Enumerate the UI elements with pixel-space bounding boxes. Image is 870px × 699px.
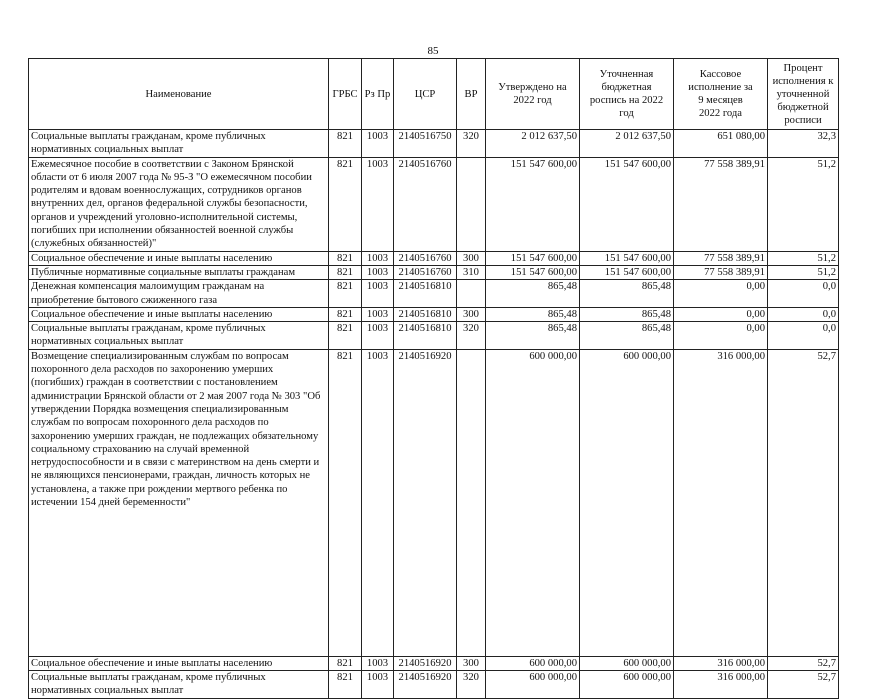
header-grbs: ГРБС — [329, 59, 362, 130]
row-csr: 2140516810 — [394, 322, 457, 350]
row-rzpr: 1003 — [362, 130, 394, 158]
row-csr: 2140516920 — [394, 349, 457, 656]
row-vr — [457, 280, 486, 308]
row-grbs: 821 — [329, 130, 362, 158]
row-vr: 320 — [457, 130, 486, 158]
row-csr: 2140516920 — [394, 671, 457, 699]
row-refined: 2 012 637,50 — [580, 130, 674, 158]
row-grbs: 821 — [329, 265, 362, 279]
row-vr: 300 — [457, 307, 486, 321]
row-vr: 300 — [457, 251, 486, 265]
row-csr: 2140516760 — [394, 157, 457, 251]
row-rzpr: 1003 — [362, 251, 394, 265]
row-refined: 865,48 — [580, 307, 674, 321]
row-approved: 865,48 — [486, 280, 580, 308]
row-cash: 651 080,00 — [674, 130, 768, 158]
row-percent: 0,0 — [768, 322, 839, 350]
row-approved: 151 547 600,00 — [486, 157, 580, 251]
row-percent: 0,0 — [768, 307, 839, 321]
row-grbs: 821 — [329, 322, 362, 350]
row-refined: 151 547 600,00 — [580, 251, 674, 265]
row-refined: 600 000,00 — [580, 349, 674, 656]
row-cash: 77 558 389,91 — [674, 265, 768, 279]
row-percent: 51,2 — [768, 157, 839, 251]
row-approved: 151 547 600,00 — [486, 251, 580, 265]
table-row — [29, 280, 839, 308]
row-csr: 2140516750 — [394, 130, 457, 158]
header-percent: Процент исполнения к уточненной бюджетной росписи — [768, 59, 839, 130]
row-vr: 320 — [457, 322, 486, 350]
row-rzpr: 1003 — [362, 265, 394, 279]
row-percent: 52,7 — [768, 656, 839, 670]
row-vr: 310 — [457, 265, 486, 279]
row-refined: 600 000,00 — [580, 656, 674, 670]
row-cash: 316 000,00 — [674, 671, 768, 699]
row-approved: 600 000,00 — [486, 349, 580, 656]
row-name: Ежемесячное пособие в соответствии с Законом Брянской области от 6 июля 2007 года № 95-З "О ежемесячном пособии родителям и вдовам военнослужащих, сотрудников органов внутренних дел, органов федеральной службы безопасности, органов и учреждений уголовно-исполнительной системы, погибших при исполнении обязанностей военной службы (служебных обязанностей)" — [29, 157, 329, 251]
row-percent: 52,7 — [768, 349, 839, 656]
row-refined: 865,48 — [580, 280, 674, 308]
header-csr: ЦСР — [394, 59, 457, 130]
table-row — [29, 251, 839, 265]
row-rzpr: 1003 — [362, 656, 394, 670]
row-percent: 0,0 — [768, 280, 839, 308]
row-refined: 151 547 600,00 — [580, 157, 674, 251]
row-rzpr: 1003 — [362, 157, 394, 251]
table-row — [29, 307, 839, 321]
table-row — [29, 349, 839, 656]
row-cash: 77 558 389,91 — [674, 157, 768, 251]
budget-table — [28, 58, 839, 699]
row-name: Социальные выплаты гражданам, кроме публичных нормативных социальных выплат — [29, 671, 329, 699]
row-name: Денежная компенсация малоимущим гражданам на приобретение бытового сжиженного газа — [29, 280, 329, 308]
row-grbs: 821 — [329, 656, 362, 670]
row-name: Социальные выплаты гражданам, кроме публичных нормативных социальных выплат — [29, 130, 329, 158]
row-approved: 865,48 — [486, 307, 580, 321]
row-name: Социальные выплаты гражданам, кроме публичных нормативных социальных выплат — [29, 322, 329, 350]
row-percent: 32,3 — [768, 130, 839, 158]
row-percent: 51,2 — [768, 251, 839, 265]
row-approved: 600 000,00 — [486, 671, 580, 699]
row-csr: 2140516760 — [394, 251, 457, 265]
row-grbs: 821 — [329, 671, 362, 699]
table-header-row — [29, 59, 839, 130]
table-row — [29, 157, 839, 251]
row-refined: 151 547 600,00 — [580, 265, 674, 279]
row-cash: 0,00 — [674, 322, 768, 350]
row-grbs: 821 — [329, 280, 362, 308]
row-cash: 77 558 389,91 — [674, 251, 768, 265]
row-csr: 2140516810 — [394, 307, 457, 321]
row-cash: 0,00 — [674, 280, 768, 308]
row-rzpr: 1003 — [362, 280, 394, 308]
header-vr: ВР — [457, 59, 486, 130]
table-row — [29, 130, 839, 158]
row-refined: 600 000,00 — [580, 671, 674, 699]
header-cash: Кассовое исполнение за 9 месяцев 2022 года — [674, 59, 768, 130]
row-name: Социальное обеспечение и иные выплаты населению — [29, 656, 329, 670]
row-name: Социальное обеспечение и иные выплаты населению — [29, 307, 329, 321]
row-refined: 865,48 — [580, 322, 674, 350]
header-refined: Уточненная бюджетная роспись на 2022 год — [580, 59, 674, 130]
row-name: Публичные нормативные социальные выплаты гражданам — [29, 265, 329, 279]
row-csr: 2140516760 — [394, 265, 457, 279]
row-rzpr: 1003 — [362, 671, 394, 699]
row-cash: 316 000,00 — [674, 349, 768, 656]
row-rzpr: 1003 — [362, 349, 394, 656]
row-csr: 2140516920 — [394, 656, 457, 670]
row-rzpr: 1003 — [362, 322, 394, 350]
row-approved: 2 012 637,50 — [486, 130, 580, 158]
table-row — [29, 322, 839, 350]
table-row — [29, 656, 839, 670]
row-cash: 316 000,00 — [674, 656, 768, 670]
row-approved: 151 547 600,00 — [486, 265, 580, 279]
row-approved: 600 000,00 — [486, 656, 580, 670]
row-rzpr: 1003 — [362, 307, 394, 321]
row-cash: 0,00 — [674, 307, 768, 321]
row-csr: 2140516810 — [394, 280, 457, 308]
row-grbs: 821 — [329, 349, 362, 656]
row-percent: 52,7 — [768, 671, 839, 699]
row-name: Социальное обеспечение и иные выплаты населению — [29, 251, 329, 265]
row-grbs: 821 — [329, 307, 362, 321]
header-rzpr: Рз Пр — [362, 59, 394, 130]
page-number: 85 — [427, 45, 439, 57]
row-vr — [457, 157, 486, 251]
row-grbs: 821 — [329, 157, 362, 251]
row-vr: 300 — [457, 656, 486, 670]
header-approved: Утверждено на 2022 год — [486, 59, 580, 130]
row-grbs: 821 — [329, 251, 362, 265]
table-row — [29, 265, 839, 279]
row-vr: 320 — [457, 671, 486, 699]
row-name: Возмещение специализированным службам по вопросам похоронного дела расходов по захоронению умерших (погибших) граждан в соответствии с постановлением администрации Брянской области от 2 мая 2007 года № 303 "Об утверждении Порядка возмещения специализированным службам по вопросам похоронного дела расходов по захоронению умерших граждан, не подлежащих обязательному социальному страхованию на случай временной нетрудоспособности и в связи с материнством на день смерти и не являющихся пенсионерами, граждан, личность которых не установлена, а также при рождении мертвого ребенка по истечении 154 дней беременности" — [29, 349, 329, 656]
table-row — [29, 671, 839, 699]
header-name: Наименование — [29, 59, 329, 130]
row-approved: 865,48 — [486, 322, 580, 350]
row-vr — [457, 349, 486, 656]
row-percent: 51,2 — [768, 265, 839, 279]
